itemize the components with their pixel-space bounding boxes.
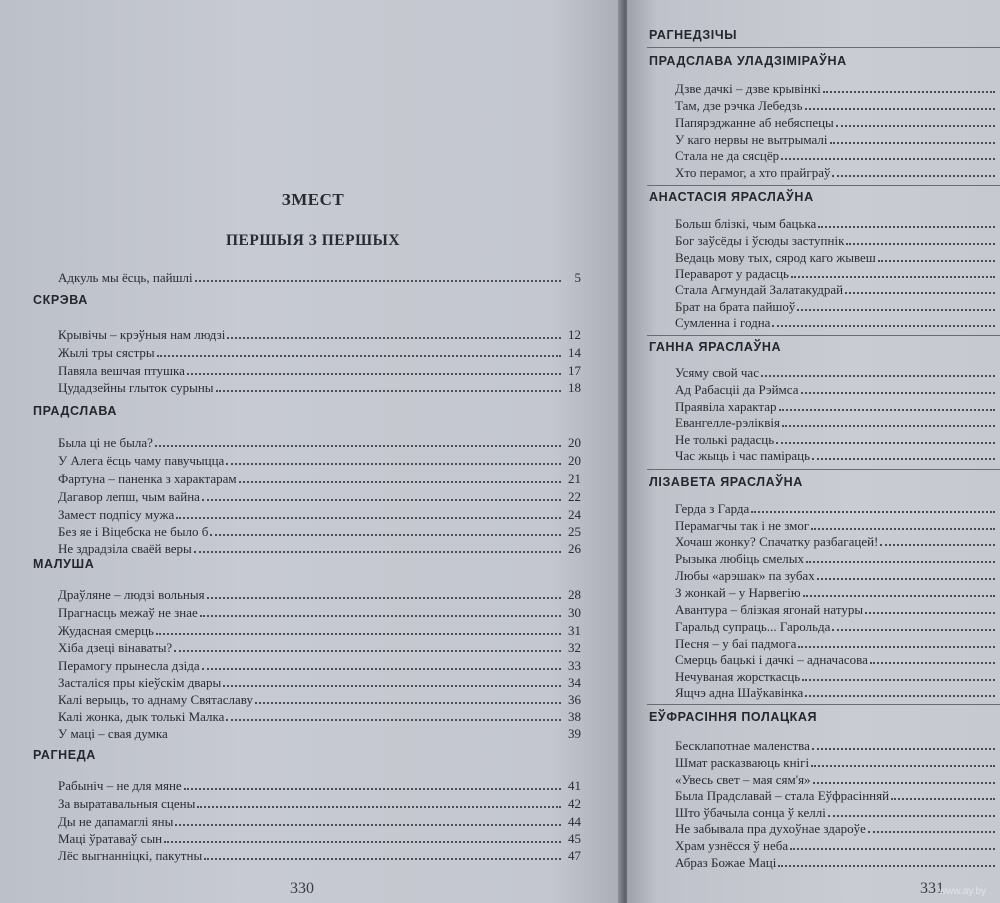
leader-dots [204,857,561,860]
watermark: www.ay.by [938,886,986,897]
entry-title: Замест подпісу мужа [58,507,175,522]
leader-dots [812,747,995,750]
toc-entry[interactable] [675,516,1000,533]
part-title: ПЕРШЫЯ З ПЕРШЫХ [225,232,401,249]
entry-title: Шмат расказваюць кнігі [675,755,810,770]
leader-dots [255,701,561,704]
leader-dots [817,577,995,580]
leader-dots [790,847,995,850]
leader-dots [868,830,995,833]
toc-entry[interactable] [675,264,1000,281]
leader-dots [195,279,561,282]
divider [647,335,1000,336]
leader-dots [156,632,561,635]
toc-entry[interactable] [58,690,581,707]
entry-title: Калі верыць, то аднаму Святаславу [58,692,253,707]
entry-title: Храм узнёсся ў неба [675,838,789,853]
leader-dots [870,661,995,664]
toc-entry[interactable] [675,770,1000,787]
entry-page: 41 [568,778,581,793]
toc-entry[interactable] [58,812,581,829]
leader-dots [164,840,561,843]
page-number: 331 [920,880,944,897]
toc-entry[interactable] [675,683,1000,700]
toc-entry[interactable] [675,853,1000,870]
toc-entry[interactable] [675,803,1000,820]
leader-dots [805,694,995,697]
entry-title: У Алега ёсць чаму павучыцца [58,453,225,468]
toc-entry[interactable] [675,836,1000,853]
toc-entry[interactable] [675,532,1000,549]
leader-dots [803,594,995,597]
right-page [627,0,1000,903]
entry-title: Не забывала пра духоўнае здароўе [675,821,866,836]
entry-title: Рабыніч – не для мяне [58,778,182,793]
entry-title: Стала не да сясцёр [675,148,780,163]
entry-title: Перамогу прынесла дзіда [58,658,200,673]
entry-title: Ведаць мову тых, сярод каго жывеш [675,250,876,265]
toc-entry[interactable] [675,736,1000,753]
leader-dots [779,408,995,411]
leader-dots [813,781,995,784]
entry-page: 42 [568,796,581,811]
leader-dots [836,124,995,127]
toc-entry[interactable] [675,130,1000,147]
toc-entry[interactable] [675,163,1000,180]
leader-dots [811,527,995,530]
entry-page: 44 [568,814,581,829]
entry-title: Сумленна і годна [675,315,771,330]
leader-dots [157,354,561,357]
entry-page: 38 [568,709,581,724]
entry-page: 22 [568,489,581,504]
entry-title: Смерць бацькі і дачкі – адначасова [675,652,868,667]
toc-entry[interactable] [58,829,581,846]
toc-entry[interactable] [58,638,581,655]
section-heading: СКРЭВА [33,293,88,307]
leader-dots [878,259,995,262]
toc-entry[interactable] [675,786,1000,803]
toc-entry[interactable] [675,634,1000,651]
section-heading: ЕЎФРАСІННЯ ПОЛАЦКАЯ [649,710,818,724]
leader-dots [202,498,561,501]
toc-entry[interactable] [675,146,1000,163]
leader-dots [823,90,995,93]
entry-title: Бесклапотнае маленства [675,738,810,753]
toc-entry[interactable] [675,549,1000,566]
entry-title: Рызыка любіць смелых [675,551,805,566]
leader-dots [891,797,995,800]
leader-dots [207,596,561,599]
entry-title: У маці – свая думка [58,726,168,741]
leader-dots [805,107,996,110]
entry-page: 25 [568,524,581,539]
leader-dots [832,628,995,631]
entry-title: Жылі тры сястры [58,345,155,360]
entry-page: 39 [568,726,581,741]
toc-entry[interactable] [675,363,1000,380]
entry-page: 45 [568,831,581,846]
leader-dots [791,275,995,278]
toc-entry-intro[interactable] [58,268,581,285]
entry-title: Крывічы – крэўныя нам людзі [58,327,226,342]
entry-page: 28 [568,587,581,602]
toc-entry[interactable] [675,313,1000,330]
toc-entry[interactable] [675,297,1000,314]
entry-title: Фартуна – паненка з характарам [58,471,237,486]
toc-entry[interactable] [58,539,581,556]
entry-page: 14 [568,345,581,360]
section-heading: РАГНЕДА [33,748,96,762]
entry-title: Герда з Гарда [675,501,750,516]
entry-title: Ды не дапамаглі яны [58,814,174,829]
toc-entry[interactable] [675,397,1000,414]
leader-dots [846,242,995,245]
toc-entry[interactable] [675,214,1000,231]
leader-dots [174,649,561,652]
leader-dots [781,157,995,160]
leader-dots [880,543,995,546]
entry-title: У каго нервы не вытрымалі [675,132,828,147]
toc-entry[interactable] [675,617,1000,634]
entry-title: Ад Рабасціі да Рэймса [675,382,799,397]
toc-entry[interactable] [675,231,1000,248]
leader-dots [194,550,561,553]
entry-title: Драўляне – людзі вольныя [58,587,205,602]
entry-title: Прагнасць межаў не знае [58,605,198,620]
part-heading: РАГНЕДЗІЧЫ [649,28,738,42]
toc-entry[interactable] [58,361,581,378]
leader-dots [830,141,996,144]
toc-entry[interactable] [675,566,1000,583]
entry-title: Бог заўсёды і ўсюды заступнік [675,233,845,248]
entry-title: Брат на брата пайшоў [675,299,796,314]
leader-dots [828,814,995,817]
leader-dots [818,225,995,228]
toc-entry[interactable] [58,794,581,811]
entry-title: «Увесь свет – мая сям'я» [675,772,811,787]
section-heading: МАЛУША [33,557,95,571]
toc-entry[interactable] [675,413,1000,430]
leader-dots [801,391,996,394]
entry-title: Папярэджанне аб небяспецы [675,115,834,130]
leader-dots [155,444,561,447]
entry-title: З жонкай – у Нарвегію [675,585,801,600]
entry-page: 32 [568,640,581,655]
entry-title: Стала Агмундай Залатакудрай [675,282,844,297]
leader-dots [772,324,995,327]
toc-entry[interactable] [58,522,581,539]
entry-title: Цудадзейны глыток сурыны [58,380,214,395]
toc-entry[interactable] [675,446,1000,463]
leader-dots [812,457,995,460]
leader-dots [184,787,561,790]
toc-entry[interactable] [58,673,581,690]
entry-page: 31 [568,623,581,638]
toc-entry[interactable] [58,433,581,450]
entry-title: Гаральд супраць... Гарольда [675,619,831,634]
divider [647,469,1000,470]
leader-dots [806,560,995,563]
leader-dots [187,372,561,375]
entry-title: Была Прадславай – стала Еўфрасінняй [675,788,890,803]
leader-dots [223,684,561,687]
entry-page: 47 [568,848,581,863]
entry-title: Што ўбачыла сонца ў келлі [675,805,826,820]
toc-entry[interactable] [675,499,1000,516]
leader-dots [239,480,561,483]
entry-title: Пераварот у радасць [675,266,789,281]
leader-dots [776,441,995,444]
leader-dots [210,533,561,536]
entry-title: Не здрадзіла сваёй веры [58,541,192,556]
entry-title: Павяла вешчая птушка [58,363,185,378]
toc-entry[interactable] [58,621,581,638]
entry-title: Песня – у баі падмога [675,636,797,651]
entry-title: Абраз Божае Маці [675,855,777,870]
entry-title: Авантура – блізкая ягонай натуры [675,602,864,617]
leader-dots [811,764,995,767]
section-heading: ЛІЗАВЕТА ЯРАСЛАЎНА [649,475,803,489]
toc-entry[interactable] [58,603,581,620]
entry-title: Любы «арэшак» па зубах [675,568,815,583]
section-heading: ПРАДСЛАВА [33,404,117,418]
toc-entry[interactable] [675,819,1000,836]
toc-entry[interactable] [58,451,581,468]
entry-page: 12 [568,327,581,342]
leader-dots [197,805,561,808]
entry-title: Перамагчы так і не змог [675,518,810,533]
leader-dots [865,611,995,614]
toc-entry[interactable] [675,96,1000,113]
toc-entry[interactable] [58,325,581,342]
entry-page: 18 [568,380,581,395]
toc-entry[interactable] [58,656,581,673]
toc-entry[interactable] [58,846,581,863]
leader-dots [202,667,561,670]
toc-entry[interactable] [58,707,581,724]
entry-page: 24 [568,507,581,522]
toc-entry[interactable] [675,430,1000,447]
toc-entry[interactable] [675,650,1000,667]
entry-title: Маці ўратаваў сын [58,831,163,846]
entry-title: Засталіся пры кіеўскім двары [58,675,222,690]
toc-entry[interactable] [675,113,1000,130]
leader-dots [226,462,561,465]
leader-dots [802,678,995,681]
entry-page: 26 [568,541,581,556]
divider [647,704,1000,705]
entry-title: Там, дзе рэчка Лебедзь [675,98,803,113]
entry-page: 34 [568,675,581,690]
toc-entry[interactable] [58,487,581,504]
entry-title: Калі жонка, дык толькі Малка [58,709,225,724]
leader-dots [200,614,561,617]
entry-title: Больш блізкі, чым бацька [675,216,817,231]
leader-dots [845,291,995,294]
entry-title: Евангелле-рэліквія [675,415,780,430]
page-number: 330 [290,880,314,897]
section-heading: ПРАДСЛАВА УЛАДЗІМІРАЎНА [649,54,847,68]
entry-title: Хто перамог, а хто прайграў [675,165,831,180]
entry-page: 21 [568,471,581,486]
toc-entry[interactable] [58,505,581,522]
entry-title: Жудасная смерць [58,623,154,638]
leader-dots [778,864,995,867]
divider [647,47,1000,48]
entry-title: Дагавор лепш, чым вайна [58,489,200,504]
leader-dots [751,510,995,513]
entry-title: Ящчэ адна Шаўкавінка [675,685,804,700]
toc-entry[interactable] [58,585,581,602]
entry-title: Дзве дачкі – дзве крывінкі [675,81,821,96]
entry-page: 20 [568,453,581,468]
divider [647,185,1000,186]
entry-page: 30 [568,605,581,620]
toc-entry[interactable] [58,469,581,486]
toc-entry[interactable] [675,753,1000,770]
leader-dots [175,823,561,826]
leader-dots [761,374,995,377]
entry-title: Час жыць і час паміраць [675,448,811,463]
entry-title: Не толькі радасць [675,432,775,447]
leader-dots [176,516,561,519]
toc-entry[interactable] [58,776,581,793]
leader-dots [227,336,561,339]
entry-page: 5 [574,270,581,285]
section-heading: ГАННА ЯРАСЛАЎНА [649,340,782,354]
leader-dots [782,424,995,427]
entry-page: 36 [568,692,581,707]
entry-title: Была ці не была? [58,435,153,450]
toc-entry[interactable] [675,79,1000,96]
section-heading: АНАСТАСІЯ ЯРАСЛАЎНА [649,190,814,204]
entry-title: Хіба дзеці вінаваты? [58,640,173,655]
leader-dots [798,645,995,648]
toc-entry[interactable] [675,380,1000,397]
toc-entry[interactable] [675,583,1000,600]
entry-title: За выратавальныя сцены [58,796,196,811]
entry-page: 33 [568,658,581,673]
toc-entry[interactable] [58,378,581,395]
toc-entry[interactable] [58,724,581,741]
toc-entry[interactable] [58,343,581,360]
entry-title: Усяму свой час [675,365,759,380]
toc-entry[interactable] [675,667,1000,684]
entry-title: Нечуваная жорсткасць [675,669,801,684]
leader-dots [797,308,995,311]
entry-title: Адкуль мы ёсць, пайшлі [58,270,193,285]
entry-page: 20 [568,435,581,450]
leader-dots [226,718,561,721]
entry-page: 17 [568,363,581,378]
entry-title: Хочаш жонку? Спачатку разбагацей! [675,534,879,549]
entry-title: Праявіла характар [675,399,777,414]
leader-dots [216,389,561,392]
toc-title: ЗМЕСТ [281,190,345,209]
toc-entry[interactable] [675,280,1000,297]
entry-title: Без яе і Віцебска не было б [58,524,209,539]
leader-dots [832,174,995,177]
toc-entry[interactable] [675,248,1000,265]
entry-title: Лёс выгнанніцкі, пакутны [58,848,203,863]
toc-entry[interactable] [675,600,1000,617]
